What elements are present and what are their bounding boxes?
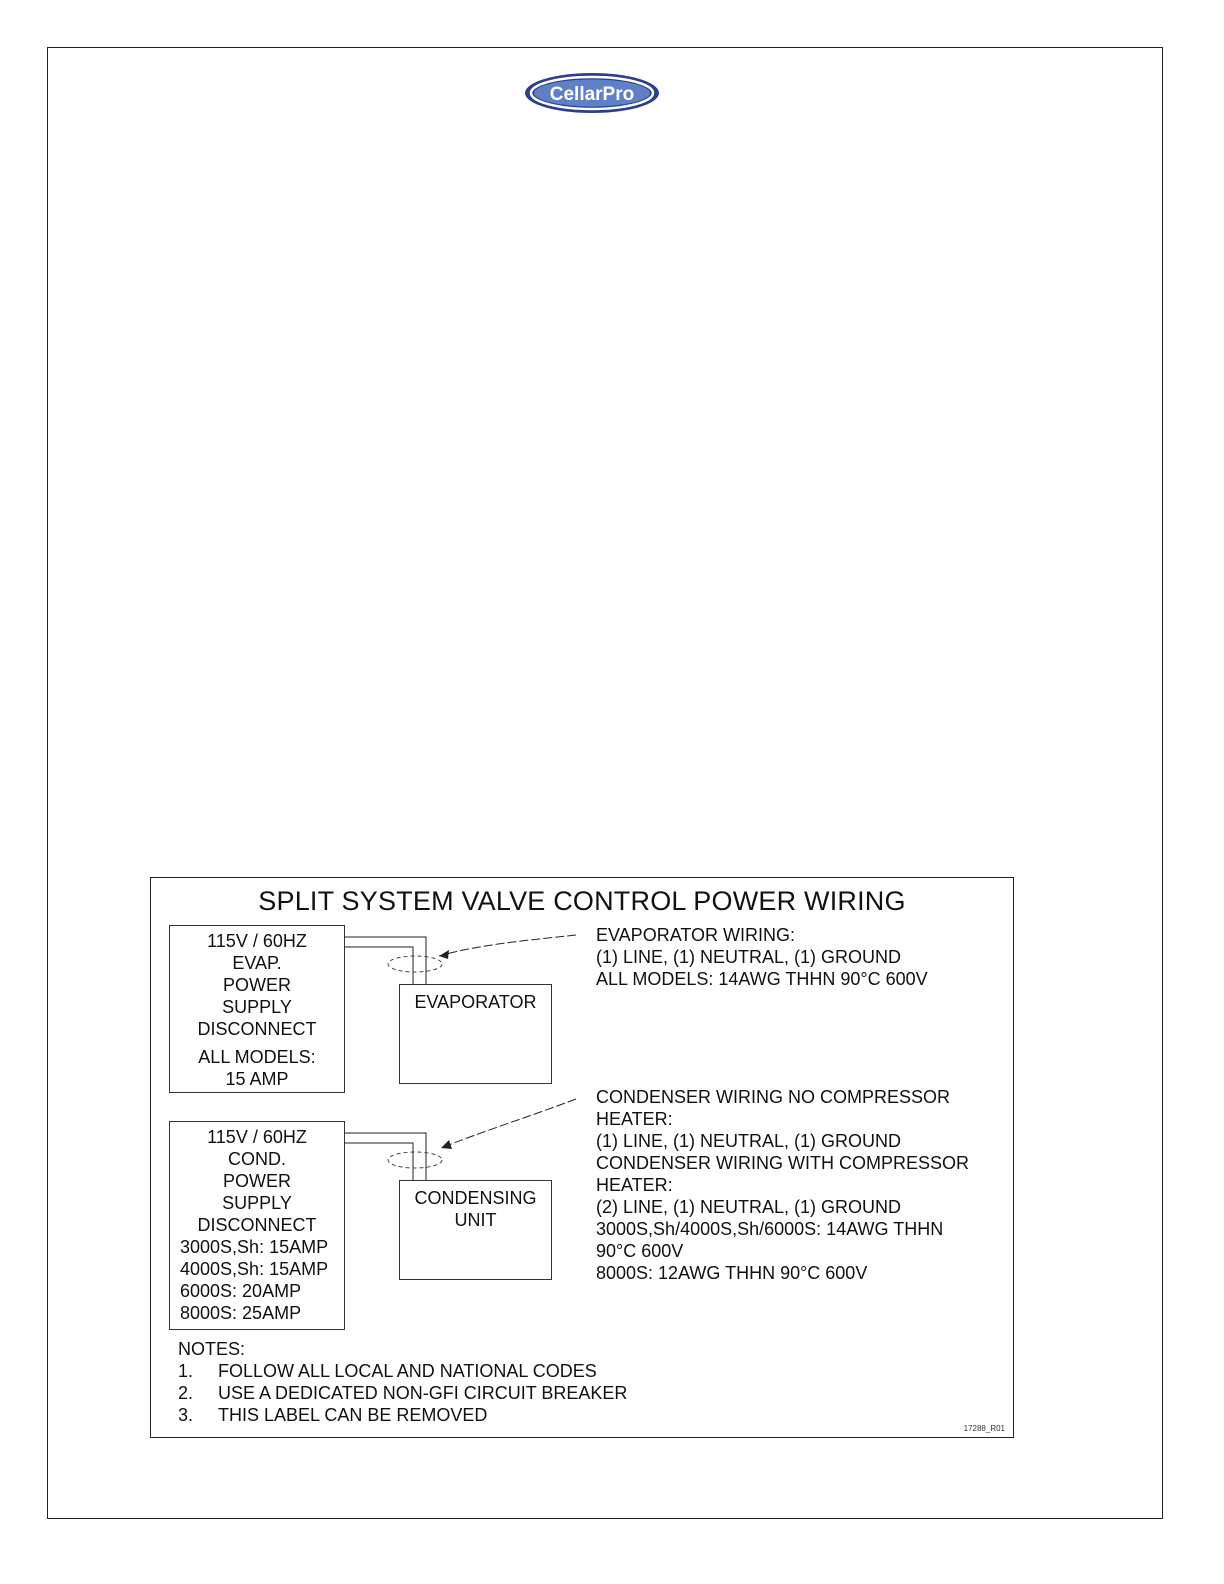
condenser-wiring-text	[596, 1086, 969, 1284]
cond-rating-line: 8000S: 25AMP	[180, 1303, 302, 1323]
cond-power-supply-box	[169, 1121, 345, 1330]
cond-no-heater-line: CONDENSER WIRING NO COMPRESSOR	[596, 1087, 951, 1107]
evaporator-wiring-text	[596, 924, 928, 990]
evap-supply-line: 115V / 60HZ	[207, 931, 307, 951]
wiring-label	[150, 877, 1014, 1438]
cond-no-heater-line: HEATER:	[596, 1109, 673, 1129]
note-item	[178, 1382, 627, 1404]
evap-supply-line: DISCONNECT	[197, 1019, 317, 1039]
cond-with-heater-line: (2) LINE, (1) NEUTRAL, (1) GROUND	[596, 1197, 902, 1217]
evap-supply-line: SUPPLY	[222, 997, 292, 1017]
document-code: 17288_R01	[963, 1424, 1005, 1433]
note-text: FOLLOW ALL LOCAL AND NATIONAL CODES	[218, 1361, 597, 1381]
evaporator-label: EVAPORATOR	[414, 992, 537, 1012]
note-text: THIS LABEL CAN BE REMOVED	[218, 1405, 488, 1425]
evap-rating-line: ALL MODELS:	[198, 1047, 316, 1067]
evap-wiring-line: EVAPORATOR WIRING:	[596, 925, 796, 945]
svg-text:CellarPro: CellarPro	[549, 84, 635, 105]
notes-heading: NOTES:	[178, 1339, 246, 1359]
cond-supply-line: SUPPLY	[222, 1193, 292, 1213]
label-title: SPLIT SYSTEM VALVE CONTROL POWER WIRING	[258, 886, 906, 916]
cond-with-heater-line: HEATER:	[596, 1175, 673, 1195]
condensing-label: UNIT	[454, 1210, 497, 1230]
cond-with-heater-line: CONDENSER WIRING WITH COMPRESSOR	[596, 1153, 970, 1173]
evap-power-supply-box	[169, 925, 345, 1093]
note-item	[178, 1360, 627, 1382]
evap-wiring-line: ALL MODELS: 14AWG THHN 90°C 600V	[596, 969, 928, 989]
evap-supply-line: EVAP.	[232, 953, 282, 973]
cond-supply-line: DISCONNECT	[197, 1215, 317, 1235]
cond-rating-line: 6000S: 20AMP	[180, 1281, 302, 1301]
cond-supply-line: COND.	[228, 1149, 286, 1169]
evap-rating-line: 15 AMP	[225, 1069, 289, 1089]
notes	[178, 1338, 627, 1426]
cellarpro-logo	[524, 72, 660, 114]
note-number: 1.	[178, 1361, 194, 1381]
note-number: 3.	[178, 1405, 194, 1425]
evap-wiring-line: (1) LINE, (1) NEUTRAL, (1) GROUND	[596, 947, 902, 967]
cond-gauge-line: 8000S: 12AWG THHN 90°C 600V	[596, 1263, 868, 1283]
cond-gauge-line: 90°C 600V	[596, 1241, 684, 1261]
evaporator-box	[399, 984, 552, 1084]
cond-supply-line: POWER	[222, 1171, 291, 1191]
evap-supply-line: POWER	[222, 975, 291, 995]
condensing-unit-box	[399, 1180, 552, 1280]
condensing-label: CONDENSING	[414, 1188, 537, 1208]
cond-rating-line: 3000S,Sh: 15AMP	[180, 1237, 329, 1257]
note-text: USE A DEDICATED NON-GFI CIRCUIT BREAKER	[218, 1383, 628, 1403]
cond-no-heater-line: (1) LINE, (1) NEUTRAL, (1) GROUND	[596, 1131, 902, 1151]
note-item	[178, 1404, 627, 1426]
cond-rating-line: 4000S,Sh: 15AMP	[180, 1259, 329, 1279]
cond-supply-line: 115V / 60HZ	[207, 1127, 307, 1147]
cond-gauge-line: 3000S,Sh/4000S,Sh/6000S: 14AWG THHN	[596, 1219, 944, 1239]
note-number: 2.	[178, 1383, 194, 1403]
